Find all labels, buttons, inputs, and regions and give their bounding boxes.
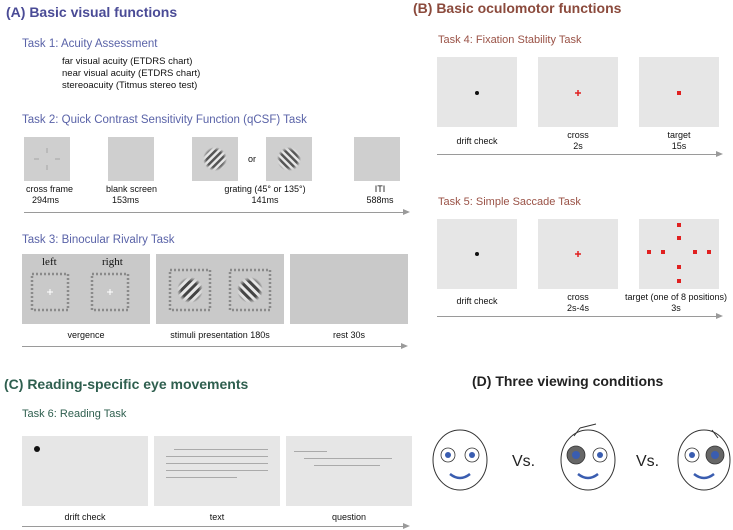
task5-drift-caption: drift check xyxy=(456,296,498,306)
acuity-item-stereo: stereoacuity (Titmus stereo test) xyxy=(62,80,198,91)
stimuli-panel xyxy=(156,254,284,324)
task5-title: Task 5: Simple Saccade Task xyxy=(438,196,581,208)
red-cross-icon xyxy=(538,219,618,289)
blank-screen-panel xyxy=(108,137,154,181)
task4-cross-label: cross xyxy=(567,130,589,140)
task6-drift-panel xyxy=(22,436,148,506)
vergence-frames-icon xyxy=(22,254,150,324)
grating-135-icon xyxy=(266,137,312,181)
vergence-caption: vergence xyxy=(67,330,105,340)
grating-45-icon xyxy=(192,137,238,181)
task5-target-panel xyxy=(639,219,719,289)
drift-dot-icon xyxy=(475,252,479,256)
acuity-list xyxy=(62,56,200,92)
task5-timeline-arrow xyxy=(437,316,721,317)
task4-target-time: 15s xyxy=(671,141,687,151)
vs-text-1: Vs. xyxy=(512,453,536,470)
acuity-item-near: near visual acuity (ETDRS chart) xyxy=(62,68,201,79)
task4-drift-caption: drift check xyxy=(456,136,498,146)
acuity-item-far: far visual acuity (ETDRS chart) xyxy=(62,56,193,67)
cross-frame-time: 294ms xyxy=(32,195,60,205)
face-left-occluded-icon xyxy=(556,422,620,494)
section-d-title: (D) Three viewing conditions xyxy=(472,373,664,389)
task4-timeline-arrow xyxy=(437,154,721,155)
red-target-icon xyxy=(677,91,681,95)
iti-panel xyxy=(354,137,400,181)
section-c-title: (C) Reading-specific eye movements xyxy=(4,376,249,392)
vergence-panel xyxy=(22,254,150,324)
cross-frame-caption xyxy=(26,184,73,206)
iti-time: 588ms xyxy=(366,195,394,205)
face-binocular-icon xyxy=(430,428,490,492)
task4-cross-time: 2s xyxy=(573,141,583,151)
task4-cross-caption xyxy=(538,130,618,152)
task4-cross-panel xyxy=(538,57,618,127)
grating-time: 141ms xyxy=(251,195,279,205)
task5-target-time: 3s xyxy=(671,303,681,313)
task3-title: Task 3: Binocular Rivalry Task xyxy=(22,234,175,246)
task6-text-caption: text xyxy=(209,512,225,522)
or-text: or xyxy=(248,154,257,164)
rest-caption: rest 30s xyxy=(332,330,365,340)
cross-frame-label: cross frame xyxy=(26,184,74,194)
text-lines-icon xyxy=(166,449,268,484)
question-panel xyxy=(286,436,412,506)
grating-135-panel xyxy=(266,137,312,181)
task4-target-caption xyxy=(639,130,719,152)
reading-text-panel xyxy=(154,436,280,506)
task5-target-caption xyxy=(620,292,732,314)
task1-title: Task 1: Acuity Assessment xyxy=(22,38,158,50)
task5-cross-panel xyxy=(538,219,618,289)
cross-frame-panel xyxy=(24,137,70,181)
red-cross-icon xyxy=(538,57,618,127)
left-eye-label: left xyxy=(42,256,57,268)
face-right-occluded-icon xyxy=(676,422,732,494)
cross-frame-icon xyxy=(24,137,70,181)
vs-text-2: Vs. xyxy=(636,453,660,470)
task5-cross-label: cross xyxy=(567,292,589,302)
task6-timeline-arrow xyxy=(22,526,408,527)
drift-dot-icon xyxy=(34,446,40,452)
grating-45-panel xyxy=(192,137,238,181)
task4-drift-panel xyxy=(437,57,517,127)
rivalry-gratings-icon xyxy=(156,254,284,324)
drift-dot-icon xyxy=(475,91,479,95)
iti-label: ITI xyxy=(374,184,386,194)
task5-cross-time: 2s-4s xyxy=(566,303,589,313)
grating-label: grating (45° or 135°) xyxy=(224,184,306,194)
task3-timeline-arrow xyxy=(22,346,406,347)
blank-label: blank screen xyxy=(106,184,158,194)
grating-caption xyxy=(210,184,320,206)
task5-cross-caption xyxy=(538,292,618,314)
blank-time: 153ms xyxy=(112,195,140,205)
task4-target-panel xyxy=(639,57,719,127)
section-b-title: (B) Basic oculomotor functions xyxy=(413,0,622,16)
question-lines-icon xyxy=(294,451,404,472)
task2-timeline-arrow xyxy=(24,212,408,213)
task2-title: Task 2: Quick Contrast Sensitivity Function (qCSF) Task xyxy=(22,114,307,126)
blank-caption xyxy=(106,184,157,206)
task4-target-label: target xyxy=(667,130,691,140)
task4-title: Task 4: Fixation Stability Task xyxy=(438,34,582,46)
rest-panel xyxy=(290,254,408,324)
task5-drift-panel xyxy=(437,219,517,289)
eight-targets-icon xyxy=(639,219,719,289)
stimuli-caption: stimuli presentation 180s xyxy=(170,330,270,340)
task5-target-label: target (one of 8 positions) xyxy=(624,292,728,302)
right-eye-label: right xyxy=(102,256,123,268)
task6-title: Task 6: Reading Task xyxy=(22,408,127,420)
task6-question-caption: question xyxy=(331,512,367,522)
task6-drift-caption: drift check xyxy=(64,512,106,522)
section-a-title: (A) Basic visual functions xyxy=(6,4,178,20)
iti-caption xyxy=(356,184,404,206)
